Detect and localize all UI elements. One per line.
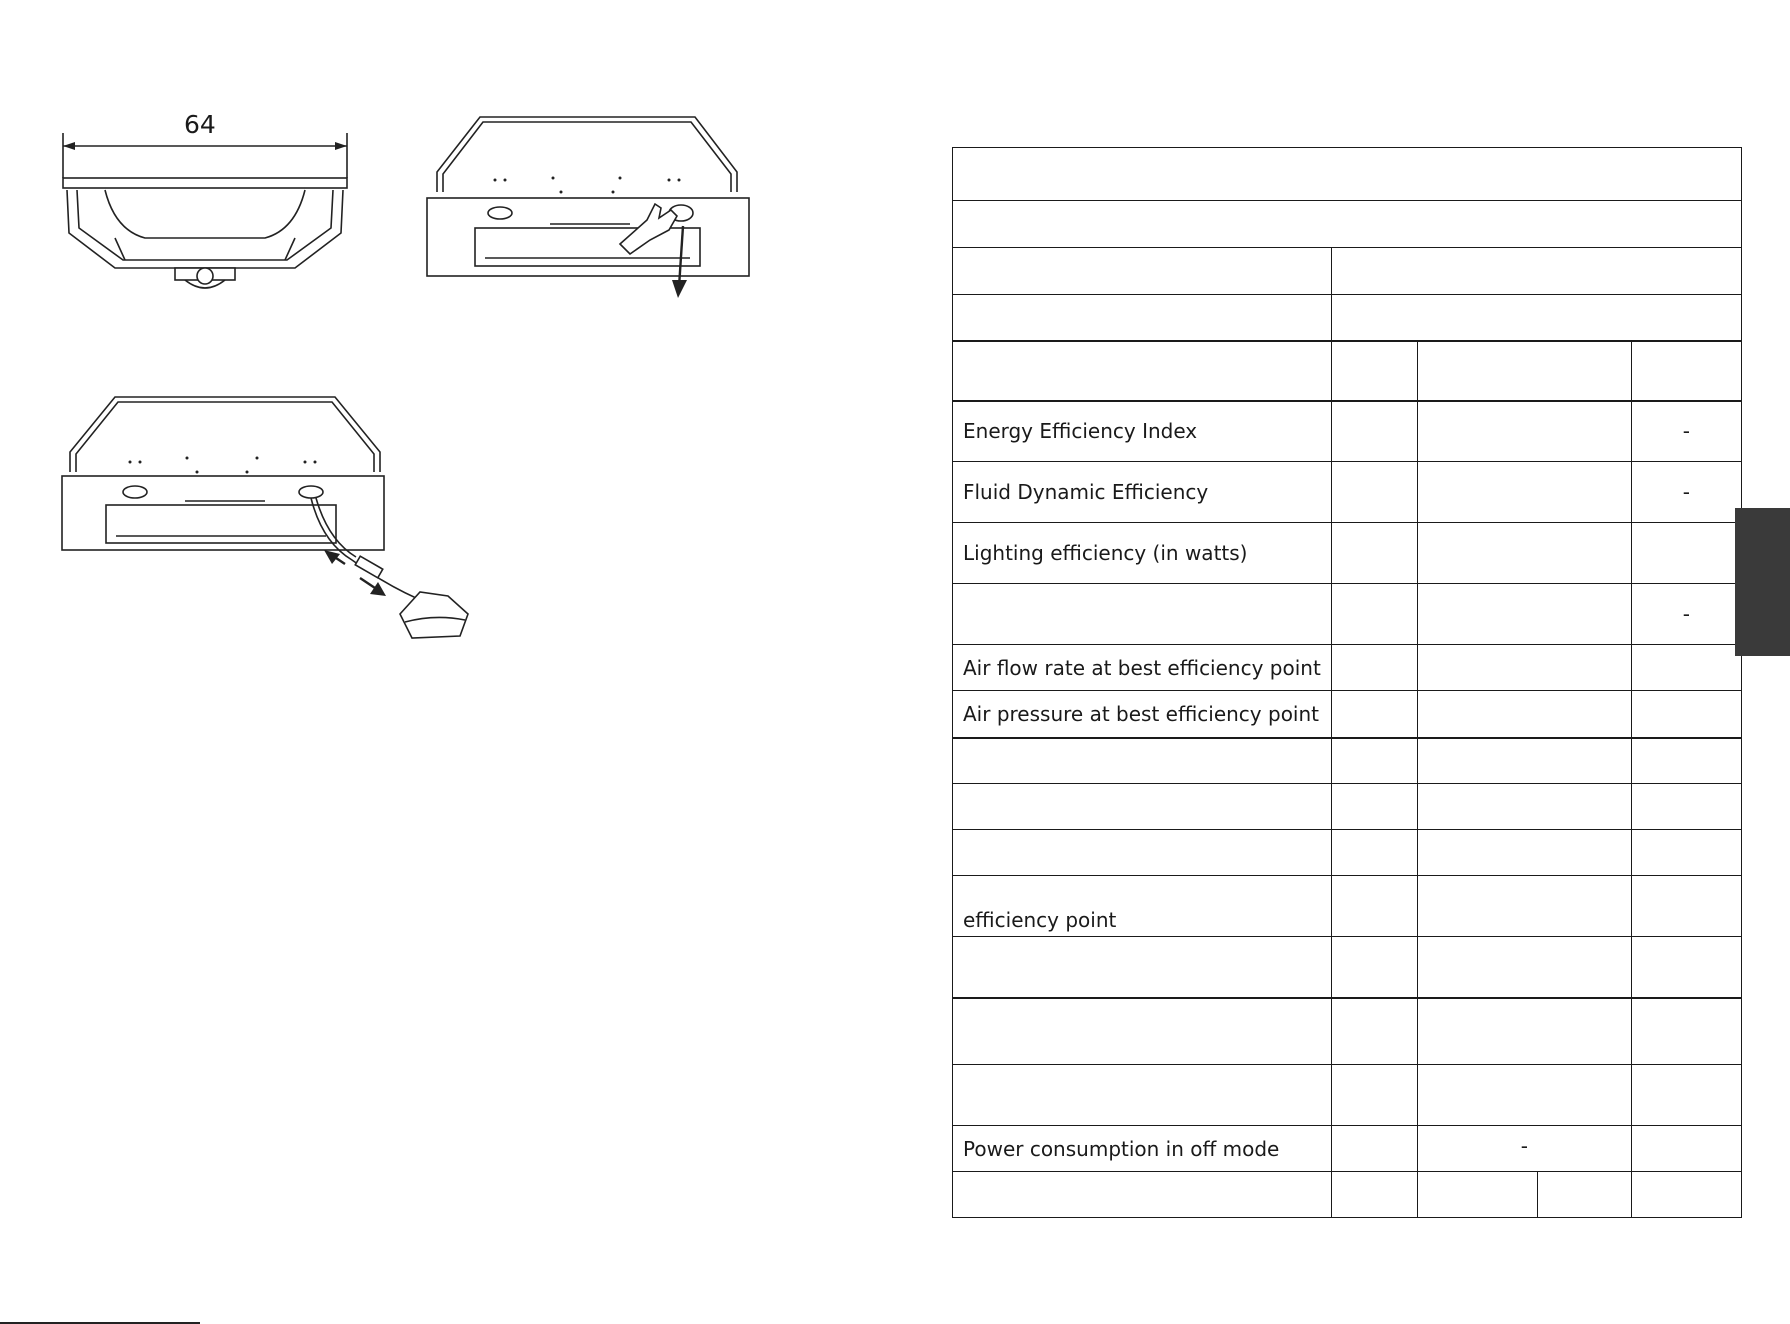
table-cell <box>1631 1126 1741 1172</box>
table-cell <box>1417 937 1631 998</box>
table-cell <box>1417 584 1631 645</box>
table-cell <box>1417 830 1631 876</box>
row-label <box>953 830 1332 876</box>
table-cell <box>1331 998 1417 1065</box>
table-cell <box>1417 998 1631 1065</box>
table-cell <box>1631 998 1741 1065</box>
table-cell <box>1331 738 1417 784</box>
table-cell: - <box>1631 462 1741 523</box>
row-label: Air pressure at best efficiency point <box>953 691 1332 738</box>
table-row <box>953 691 1742 738</box>
table-cell <box>953 201 1742 248</box>
section-side-tab <box>1735 508 1790 656</box>
table-cell <box>1331 523 1417 584</box>
table-cell <box>1331 1065 1417 1126</box>
table-cell <box>1417 462 1631 523</box>
row-label: Lighting efficiency (in watts) <box>953 523 1332 584</box>
row-label: Fluid Dynamic Efficiency <box>953 462 1332 523</box>
table-cell <box>953 341 1332 401</box>
table-row <box>953 1126 1742 1172</box>
table-row <box>953 1065 1742 1126</box>
table-row <box>953 295 1742 341</box>
table-cell: - <box>1417 1126 1631 1172</box>
hood-light-disconnect-figure <box>60 392 480 652</box>
table-cell <box>1631 784 1741 830</box>
row-label: Power consumption in off mode <box>953 1126 1332 1172</box>
table-row <box>953 248 1742 295</box>
table-row <box>953 830 1742 876</box>
table-cell <box>953 295 1332 341</box>
table-row <box>953 738 1742 784</box>
table-cell <box>1417 523 1631 584</box>
row-label <box>953 1172 1332 1218</box>
table-cell <box>1417 401 1631 462</box>
specification-table <box>952 147 1742 1218</box>
table-cell <box>1331 462 1417 523</box>
row-label <box>953 738 1332 784</box>
table-row <box>953 876 1742 937</box>
table-row <box>953 1172 1742 1218</box>
table-cell <box>953 148 1742 201</box>
table-cell <box>1417 1065 1631 1126</box>
row-label: Air flow rate at best efficiency point <box>953 645 1332 691</box>
hood-filter-removal-figure <box>425 112 755 302</box>
row-label: efficiency point <box>953 876 1332 937</box>
table-cell <box>1631 645 1741 691</box>
table-row <box>953 523 1742 584</box>
table-cell: - <box>1631 401 1741 462</box>
table-cell <box>1331 1172 1417 1218</box>
table-cell <box>1537 1172 1631 1218</box>
table-cell <box>1631 738 1741 784</box>
table-cell <box>1331 1126 1417 1172</box>
table-cell: - <box>1631 584 1741 645</box>
table-cell <box>1417 1172 1537 1218</box>
table-row <box>953 998 1742 1065</box>
table-cell <box>1331 645 1417 691</box>
table-cell <box>1417 784 1631 830</box>
table-cell <box>1631 937 1741 998</box>
table-row <box>953 462 1742 523</box>
table-cell <box>1631 523 1741 584</box>
table-cell <box>1631 341 1741 401</box>
row-label <box>953 1065 1332 1126</box>
table-cell <box>1331 784 1417 830</box>
table-row <box>953 148 1742 201</box>
dimension-label: 64 <box>184 110 216 139</box>
table-cell <box>1331 584 1417 645</box>
table-cell <box>1417 645 1631 691</box>
table-cell <box>1331 341 1417 401</box>
table-cell <box>1631 830 1741 876</box>
table-cell <box>1417 691 1631 738</box>
row-label: Energy Efficiency Index <box>953 401 1332 462</box>
table-cell <box>1331 830 1417 876</box>
table-cell <box>1331 248 1741 295</box>
table-row <box>953 201 1742 248</box>
table-cell <box>1331 401 1417 462</box>
table-cell <box>1417 738 1631 784</box>
footer-rule <box>0 1322 200 1324</box>
table-row <box>953 401 1742 462</box>
table-row <box>953 937 1742 998</box>
row-label <box>953 937 1332 998</box>
table-cell <box>1331 876 1417 937</box>
table-row <box>953 341 1742 401</box>
table-cell <box>1331 937 1417 998</box>
table-row <box>953 784 1742 830</box>
table-cell <box>1631 876 1741 937</box>
table-cell <box>1417 341 1631 401</box>
table-row <box>953 584 1742 645</box>
row-label <box>953 998 1332 1065</box>
row-label <box>953 584 1332 645</box>
table-cell <box>1631 691 1741 738</box>
table-cell <box>1631 1172 1741 1218</box>
table-cell <box>1331 691 1417 738</box>
table-cell <box>953 248 1332 295</box>
hood-front-view-figure <box>55 118 355 298</box>
table-cell <box>1631 1065 1741 1126</box>
row-label <box>953 784 1332 830</box>
table-row <box>953 645 1742 691</box>
table-cell <box>1417 876 1631 937</box>
table-cell <box>1331 295 1741 341</box>
